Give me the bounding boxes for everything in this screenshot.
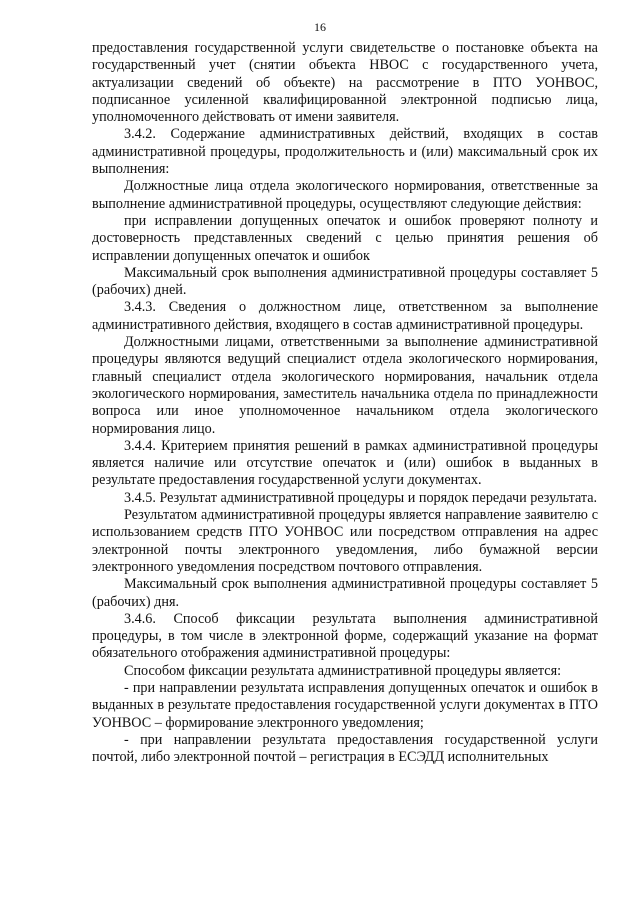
- paragraph: Максимальный срок выполнения административной процедуры составляет 5 (рабочих) дня.: [92, 576, 598, 610]
- paragraph: 3.4.4. Критерием принятия решений в рамках административной процедуры является наличие или отсутствие опечаток и (или) ошибок в выданных в результате предоставления государственной услуги документах.: [92, 437, 598, 489]
- paragraph: - при направлении результата предоставления государственной услуги почтой, либо электронной почтой – регистрация в ЕСЭДД исполнительных: [92, 731, 598, 766]
- document-body: [92, 40, 598, 766]
- page-number: 16: [314, 20, 326, 34]
- paragraph: 3.4.5. Результат административной процедуры и порядок передачи результата.: [124, 489, 598, 506]
- paragraph: Результатом административной процедуры является направление заявителю с использованием средств ПТО УОНВОС или посредством отправления на адрес электронной почты электронного уведомления, либо бумажной версии электронного уведомления посредством почтового отправления.: [92, 507, 598, 575]
- paragraph: Должностные лица отдела экологического нормирования, ответственные за выполнение административной процедуры, осуществляют следующие действия:: [92, 178, 598, 212]
- paragraph: 3.4.2. Содержание административных действий, входящих в состав административной процедуры, продолжительность и (или) максимальный срок их выполнения:: [92, 126, 598, 178]
- paragraph: Способом фиксации результата административной процедуры является:: [124, 662, 562, 679]
- paragraph: - при направлении результата исправления допущенных опечаток и ошибок в выданных в результате предоставления государственной услуги документах в ПТО УОНВОС – формирование электронного уведомления;: [92, 679, 598, 731]
- paragraph: 3.4.6. Способ фиксации результата выполнения административной процедуры, в том числе в электронной форме, содержащий указание на формат обязательного отображения административной процедуры:: [92, 610, 598, 662]
- paragraph: при исправлении допущенных опечаток и ошибок проверяют полноту и достоверность представленных сведений с целью принятия решения об исправлении допущенных опечаток и ошибок: [92, 212, 598, 264]
- paragraph: Должностными лицами, ответственными за выполнение административной процедуры являются ведущий специалист отдела экологического нормирования, главный специалист отдела экологического нормирования, начальник отдела экологического нормирования, заместитель начальника отдела по принадлежности вопроса или иное уполномоченное начальником отдела экологического нормирования лицо.: [92, 334, 598, 437]
- paragraph: 3.4.3. Сведения о должностном лице, ответственном за выполнение административного действия, входящего в состав административной процедуры.: [92, 299, 598, 333]
- paragraph: Максимальный срок выполнения административной процедуры составляет 5 (рабочих) дней.: [92, 264, 598, 299]
- paragraph: предоставления государственной услуги свидетельстве о постановке объекта на государственный учет (снятии объекта НВОС с государственного учета, актуализации сведений об объекте) на рассмотрение в ПТО УОНВОС, подписанное усиленной квалифицированной электронной подписью лица, уполномоченного действовать от имени заявителя.: [92, 40, 598, 126]
